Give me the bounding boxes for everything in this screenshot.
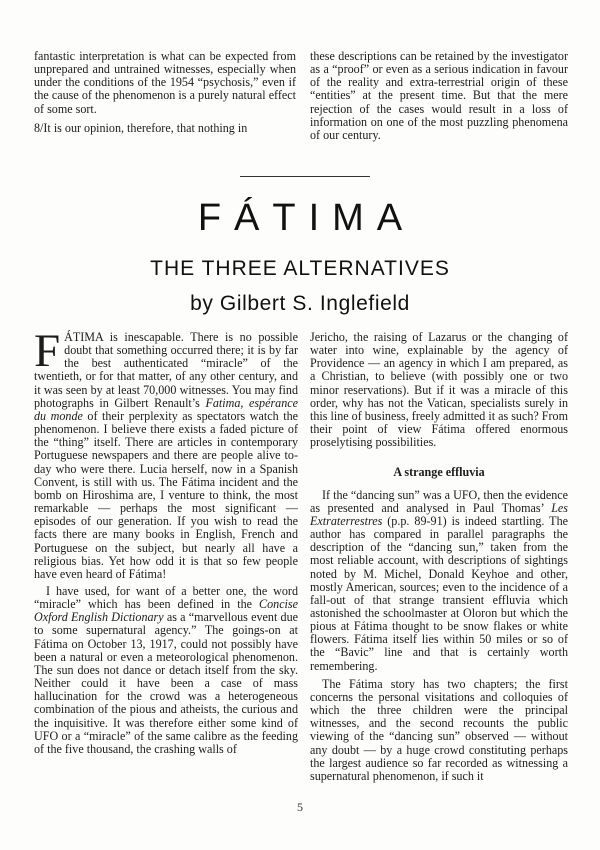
page-number: 5	[297, 800, 303, 814]
article-subtitle: THE THREE ALTERNATIVES	[150, 257, 450, 280]
book-title: Les Extraterrestres	[310, 500, 568, 528]
prev-article-right-column	[310, 50, 568, 142]
prev-article-paragraph: fantastic interpretation is what can be expected from unprepared and untrained witnesses, especially when under the conditions of the 1954 “psychosis,” even if the cause of the phenomenon is a purely natural effect of some sort.	[34, 49, 296, 116]
body-paragraph: Jericho, the raising of Lazarus or the changing of water into wine, explainable by the agency of Providence — an agency in which I am prepared, as a Christian, to believe (with possibly one or two minor reservations). But if it was a miracle of this order, why has not the Vatican, specialists surely in this line of business, freely admitted it as such? From their point of view Fátima offered enormous proselytising possibilities.	[310, 330, 568, 450]
section-subheading: A strange effluvia	[393, 465, 485, 480]
book-title: Fatima, espérance du monde	[34, 395, 298, 423]
article-left-column	[34, 325, 298, 756]
prev-article-paragraph: 8/It is our opinion, therefore, that nothing in	[34, 120, 248, 135]
body-paragraph: I have used, for want of a better one, the word “miracle” which has been defined in the Concise Oxford English Dictionary as a “marvellous event due to some supernatural agency.” The goings-on at Fátima on October 13, 1917, could not possibly have been a natural or even a meteorological phenomenon. The sun does not dance or detach itself from the sky. Neither could it have been a case of mass hallucination for the crowd was a heterogeneous combination of the pious and atheists, the curious and the inquisitive. It was therefore either some kind of UFO or a “miracle” of the same calibre as the feeding of the five thousand, the crashing walls of	[34, 583, 298, 756]
article-byline: by Gilbert S. Inglefield	[190, 292, 410, 315]
prev-article-left-column	[34, 50, 296, 135]
book-title: Concise Oxford English Dictionary	[34, 597, 298, 625]
body-paragraph: FÁTIMA is inescapable. There is no possible doubt that something occurred there; it is by far the best authenticated “miracle” of the twentieth, or for that matter, of any other century, and it was seen by at least 70,000 witnesses. You may find photographs in Gilbert Renault’s Fatima, espérance du monde of their perplexity as spectators watch the phenomenon. I believe there exists a faded picture of the “thing” itself. There are articles in contemporary Portuguese newspapers and there are people alive to-day who were there. Lucia herself, now in a Spanish Convent, is still with us. The Fátima incident and the bomb on Hiroshima are, I venture to think, the most remarkable — perhaps the most significant — episodes of our generation. If you wish to read the facts there are many books in English, French and Portuguese on the subject, but nearly all have a religious bias. Yet how odd it is that so few people have even heard of Fátima!	[34, 325, 298, 581]
article-right-column	[310, 331, 568, 783]
article-title: FÁTIMA	[197, 197, 416, 239]
section-divider	[240, 176, 370, 177]
drop-cap: F	[34, 325, 61, 377]
body-paragraph: If the “dancing sun” was a UFO, then the evidence as presented and analysed in Paul Thomas’ Les Extraterrestres (p.p. 89-91) is indeed startling. The author has compared in parallel paragraphs the description of the “dancing sun,” taken from the most reliable account, with descriptions of sightings noted by M. Michel, Donald Keyhoe and other, mostly American, sources; even to the incidence of a fall-out of that strange transient effluvia which astonished the schoolmaster at Oloron but which the pious at Fátima thought to be snow flakes or white flowers. Fátima itself lies within 50 miles or so of the “Bavic” line and that is certainly worth remembering.	[310, 487, 568, 673]
body-paragraph: The Fátima story has two chapters; the first concerns the personal visitations and colloquies of which the three children were the principal witnesses, and the second recounts the public viewing of the “dancing sun” observed — without any doubt — by a huge crowd constituting perhaps the largest audience so far recorded as witnessing a supernatural phenomenon, if such it	[310, 676, 568, 783]
prev-article-paragraph: these descriptions can be retained by the investigator as a “proof” or even as a serious indication in favour of the reality and extra-terrestrial origin of these “entities” at the present time. But that the mere rejection of the cases would result in a loss of information on one of the most puzzling phenomena of our century.	[310, 49, 568, 142]
